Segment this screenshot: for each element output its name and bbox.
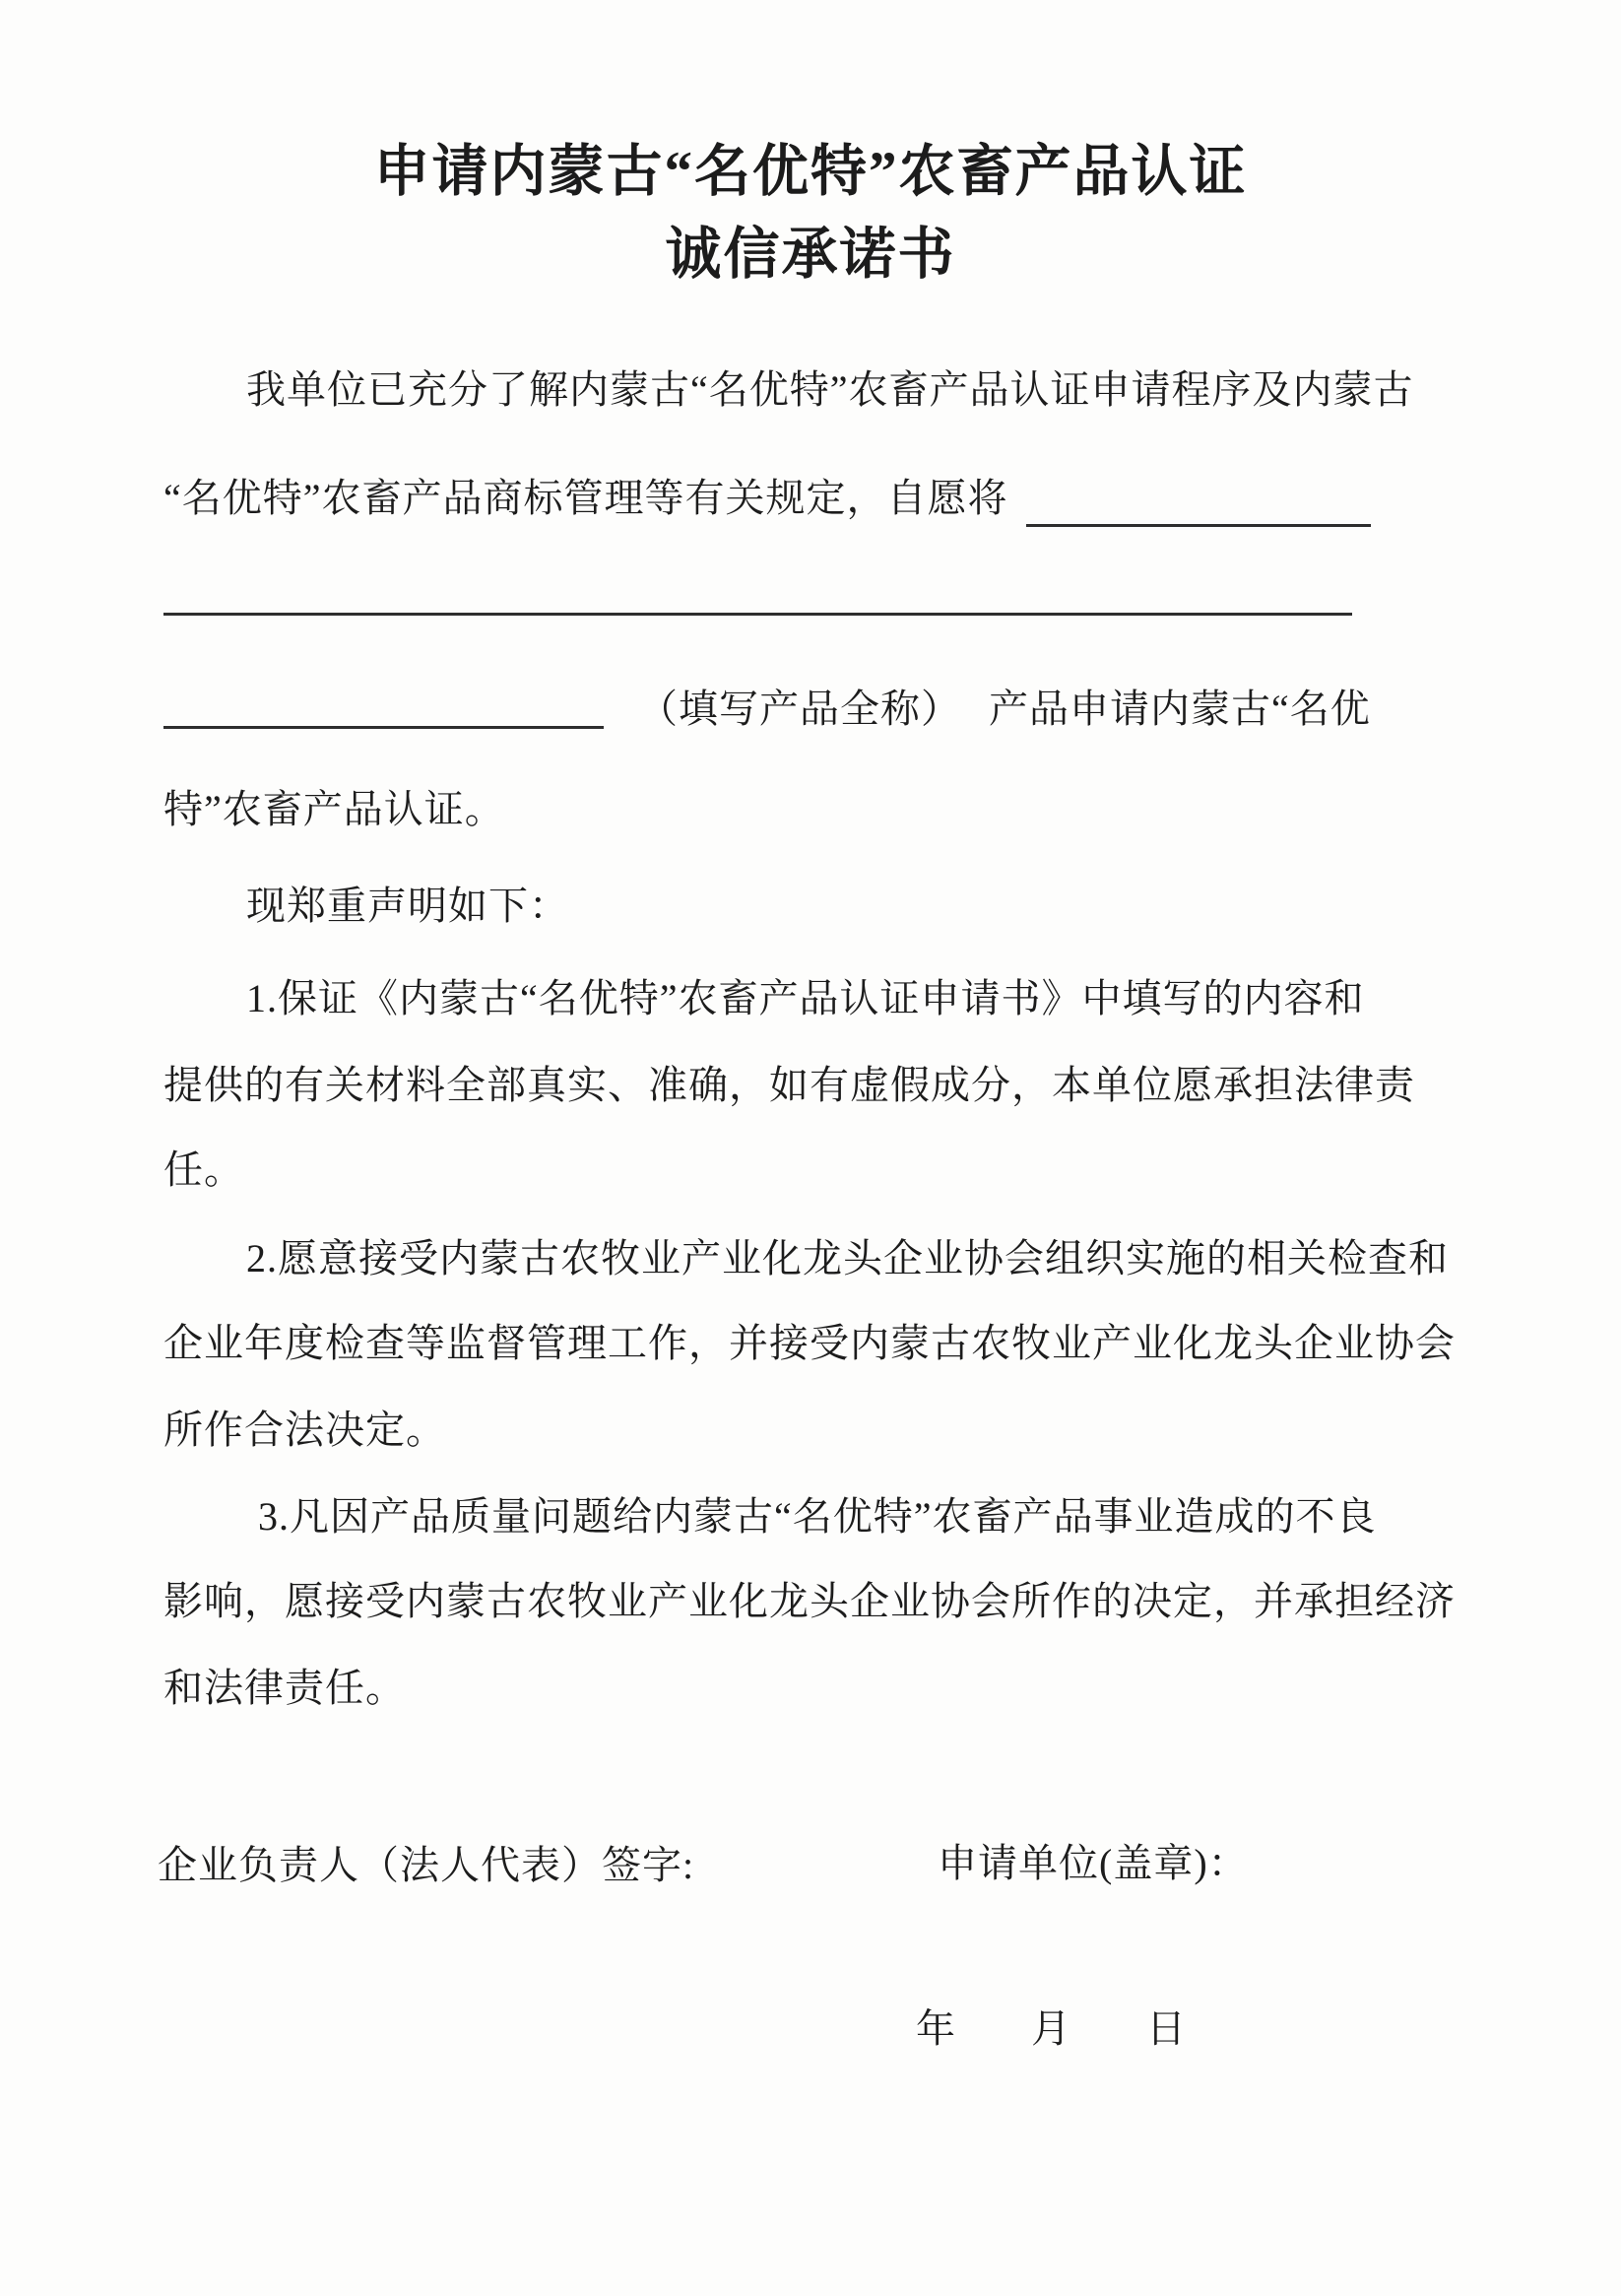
date-line [916, 1998, 1187, 2054]
intro-line-3-rest: 产品申请内蒙古“名优 [989, 687, 1371, 731]
item1-line-2: 提供的有关材料全部真实、准确，如有虚假成分，本单位愿承担法律责 [163, 1063, 1415, 1107]
date-month-label: 月 [1031, 2006, 1071, 2051]
intro-line-2: “名优特”农畜产品商标管理等有关规定，自愿将 [163, 476, 1008, 520]
item1-line-3: 任。 [163, 1148, 244, 1192]
document-title-line1: 申请内蒙古“名优特”农畜产品认证 [373, 141, 1248, 203]
item3-line-1: 3.凡因产品质量问题给内蒙古“名优特”农畜产品事业造成的不良 [258, 1494, 1377, 1539]
declaration-intro: 现郑重声明如下： [246, 884, 569, 928]
signature-label-company-representative: 企业负责人（法人代表）签字: [158, 1843, 695, 1887]
date-day-label: 日 [1146, 2006, 1187, 2051]
blank-line-product-name-end [163, 726, 604, 729]
blank-line-product-name-middle [163, 613, 1352, 616]
item2-line-3: 所作合法决定。 [163, 1408, 446, 1452]
item3-line-2: 影响，愿接受内蒙古农牧业产业化龙头企业协会所作的决定，并承担经济 [163, 1579, 1456, 1623]
intro-line-3 [638, 688, 1371, 731]
document-title-line2: 诚信承诺书 [665, 224, 956, 286]
item2-line-1: 2.愿意接受内蒙古农牧业产业化龙头企业协会组织实施的相关检查和 [246, 1236, 1449, 1280]
intro-line-4: 特”农畜产品认证。 [163, 787, 505, 831]
blank-line-product-name-start [1026, 524, 1371, 527]
date-year-label: 年 [916, 2006, 956, 2051]
item3-line-3: 和法律责任。 [163, 1666, 406, 1710]
item2-line-2: 企业年度检查等监督管理工作，并接受内蒙古农牧业产业化龙头企业协会 [163, 1321, 1456, 1365]
item1-line-1: 1.保证《内蒙古“名优特”农畜产品认证申请书》中填写的内容和 [246, 976, 1365, 1020]
signature-label-applicant-unit-seal: 申请单位(盖章)： [938, 1841, 1249, 1885]
fill-product-fullname-note: （填写产品全称） [638, 687, 961, 731]
intro-line-1: 我单位已充分了解内蒙古“名优特”农畜产品认证申请程序及内蒙古 [246, 367, 1414, 412]
